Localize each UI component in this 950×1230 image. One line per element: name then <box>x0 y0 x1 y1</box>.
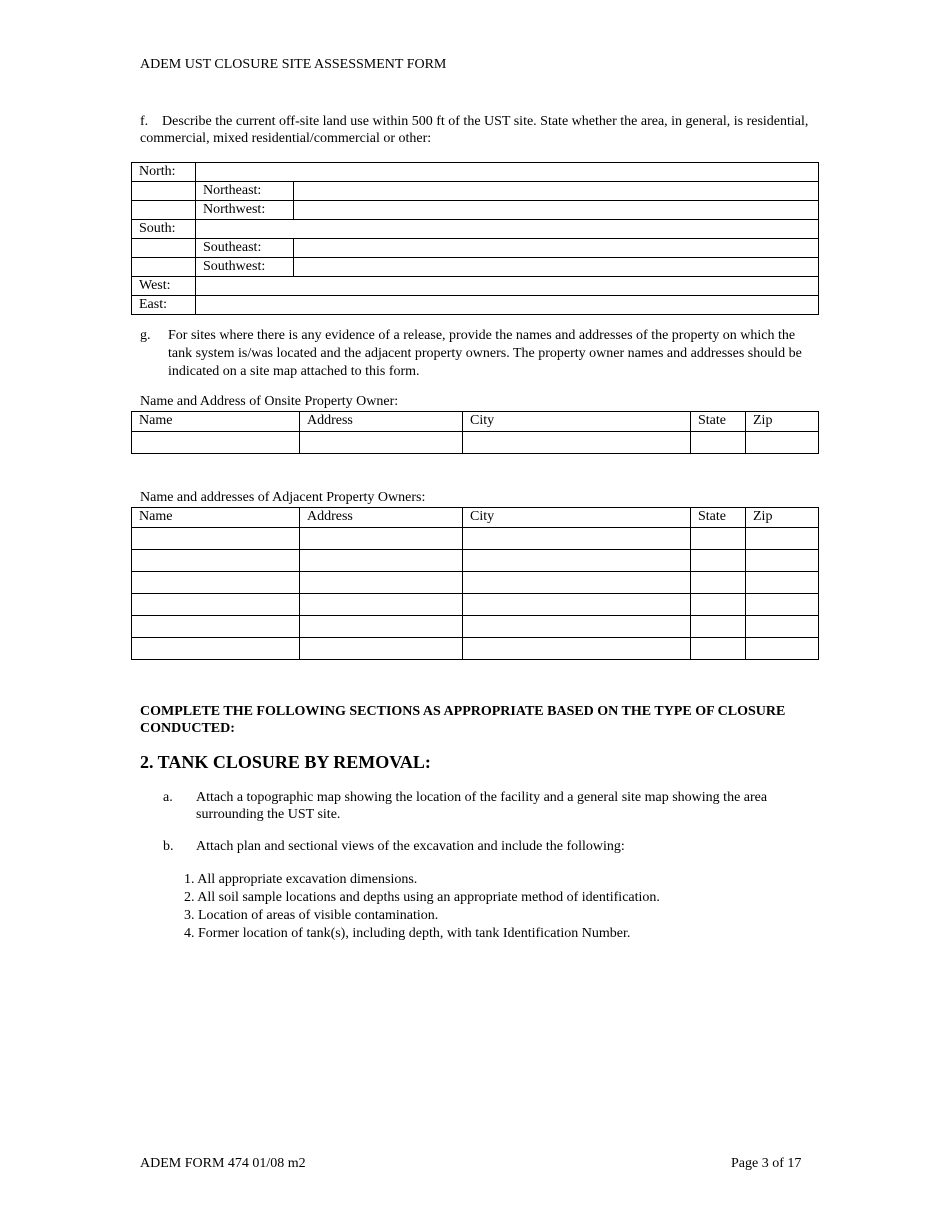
adjacent-zip-field[interactable] <box>746 594 819 616</box>
adjacent-city-field[interactable] <box>463 550 691 572</box>
north-label: North: <box>132 163 196 182</box>
page-header: ADEM UST CLOSURE SITE ASSESSMENT FORM <box>140 57 447 72</box>
list-item: 1. All appropriate excavation dimensions. <box>184 872 418 887</box>
table-row <box>132 550 819 572</box>
column-header: State <box>691 412 746 432</box>
onsite-state-field[interactable] <box>691 432 746 454</box>
section-g-description <box>140 327 820 381</box>
adjacent-zip-field[interactable] <box>746 528 819 550</box>
land-use-row-southeast <box>132 239 819 258</box>
adjacent-address-field[interactable] <box>300 550 463 572</box>
adjacent-address-field[interactable] <box>300 594 463 616</box>
southwest-field[interactable] <box>294 258 819 277</box>
adjacent-name-field[interactable] <box>132 594 300 616</box>
list-item: 4. Former location of tank(s), including depth, with tank Identification Number. <box>184 926 631 941</box>
southwest-label: Southwest: <box>196 258 294 277</box>
adjacent-city-field[interactable] <box>463 638 691 660</box>
west-label: West: <box>132 277 196 296</box>
land-use-row-northeast <box>132 182 819 201</box>
adjacent-name-field[interactable] <box>132 616 300 638</box>
northwest-label: Northwest: <box>196 201 294 220</box>
section-f-label: f. <box>140 114 149 129</box>
adjacent-name-field[interactable] <box>132 572 300 594</box>
land-use-row-south <box>132 220 819 239</box>
onsite-city-field[interactable] <box>463 432 691 454</box>
section-f-description <box>140 113 820 147</box>
land-use-row-southwest <box>132 258 819 277</box>
adjacent-state-field[interactable] <box>691 572 746 594</box>
land-use-row-east <box>132 296 819 315</box>
adjacent-state-field[interactable] <box>691 594 746 616</box>
column-header: City <box>463 508 691 528</box>
adjacent-zip-field[interactable] <box>746 616 819 638</box>
west-field[interactable] <box>196 277 819 296</box>
land-use-row-northwest <box>132 201 819 220</box>
column-header: City <box>463 412 691 432</box>
adjacent-zip-field[interactable] <box>746 572 819 594</box>
table-header-row <box>132 508 819 528</box>
east-field[interactable] <box>196 296 819 315</box>
adjacent-state-field[interactable] <box>691 550 746 572</box>
column-header: Address <box>300 508 463 528</box>
adjacent-state-field[interactable] <box>691 528 746 550</box>
table-row <box>132 638 819 660</box>
column-header: Name <box>132 412 300 432</box>
adjacent-name-field[interactable] <box>132 528 300 550</box>
land-use-row-north <box>132 163 819 182</box>
northeast-label: Northeast: <box>196 182 294 201</box>
column-header: State <box>691 508 746 528</box>
column-header: Zip <box>746 508 819 528</box>
adjacent-owners-table <box>131 507 819 660</box>
adjacent-city-field[interactable] <box>463 616 691 638</box>
item-text: Attach plan and sectional views of the excavation and include the following: <box>196 839 625 854</box>
list-item: 2. All soil sample locations and depths using an appropriate method of identification. <box>184 890 660 905</box>
item-text: Attach a topographic map showing the location of the facility and a general site map showing the area surrounding the UST site. <box>196 790 768 822</box>
adjacent-city-field[interactable] <box>463 572 691 594</box>
table-header-row <box>132 412 819 432</box>
table-row <box>132 528 819 550</box>
adjacent-owners-title: Name and addresses of Adjacent Property Owners: <box>140 490 426 505</box>
footer-form-id: ADEM FORM 474 01/08 m2 <box>140 1156 306 1171</box>
adjacent-address-field[interactable] <box>300 528 463 550</box>
northeast-field[interactable] <box>294 182 819 201</box>
adjacent-state-field[interactable] <box>691 638 746 660</box>
adjacent-address-field[interactable] <box>300 638 463 660</box>
item-label: a. <box>163 790 173 805</box>
column-header: Zip <box>746 412 819 432</box>
onsite-name-field[interactable] <box>132 432 300 454</box>
adjacent-city-field[interactable] <box>463 528 691 550</box>
section-g-text: For sites where there is any evidence of a release, provide the names and addresses of the property on which the tank system is/was located and the adjacent property owners. The property owner names and addresses should be indicated on a site map attached to this form. <box>168 328 802 379</box>
onsite-owner-title: Name and Address of Onsite Property Owner: <box>140 394 399 409</box>
excavation-requirements-list <box>184 871 660 943</box>
section-g-label: g. <box>140 328 151 343</box>
south-label: South: <box>132 220 196 239</box>
list-item: 3. Location of areas of visible contamination. <box>184 908 439 923</box>
closure-notice: COMPLETE THE FOLLOWING SECTIONS AS APPROPRIATE BASED ON THE TYPE OF CLOSURE CONDUCTED: <box>140 704 786 736</box>
table-row <box>132 432 819 454</box>
northwest-field[interactable] <box>294 201 819 220</box>
land-use-table <box>131 162 819 315</box>
adjacent-address-field[interactable] <box>300 572 463 594</box>
south-field[interactable] <box>196 220 819 239</box>
table-row <box>132 594 819 616</box>
southeast-label: Southeast: <box>196 239 294 258</box>
table-row <box>132 572 819 594</box>
section-f-text: Describe the current off-site land use within 500 ft of the UST site. State whether the area, in general, is residential, commercial, mixed residential/commercial or other: <box>140 114 809 146</box>
table-row <box>132 616 819 638</box>
north-field[interactable] <box>196 163 819 182</box>
adjacent-zip-field[interactable] <box>746 550 819 572</box>
section-2-title: 2. TANK CLOSURE BY REMOVAL: <box>140 752 431 772</box>
column-header: Address <box>300 412 463 432</box>
east-label: East: <box>132 296 196 315</box>
adjacent-name-field[interactable] <box>132 638 300 660</box>
adjacent-state-field[interactable] <box>691 616 746 638</box>
section-2-item-a <box>163 789 823 823</box>
southeast-field[interactable] <box>294 239 819 258</box>
adjacent-zip-field[interactable] <box>746 638 819 660</box>
footer-page-number: Page 3 of 17 <box>731 1156 802 1171</box>
item-label: b. <box>163 839 174 854</box>
onsite-owner-table <box>131 411 819 454</box>
adjacent-name-field[interactable] <box>132 550 300 572</box>
adjacent-city-field[interactable] <box>463 594 691 616</box>
column-header: Name <box>132 508 300 528</box>
onsite-zip-field[interactable] <box>746 432 819 454</box>
section-2-item-b <box>163 838 823 855</box>
land-use-row-west <box>132 277 819 296</box>
onsite-address-field[interactable] <box>300 432 463 454</box>
adjacent-address-field[interactable] <box>300 616 463 638</box>
